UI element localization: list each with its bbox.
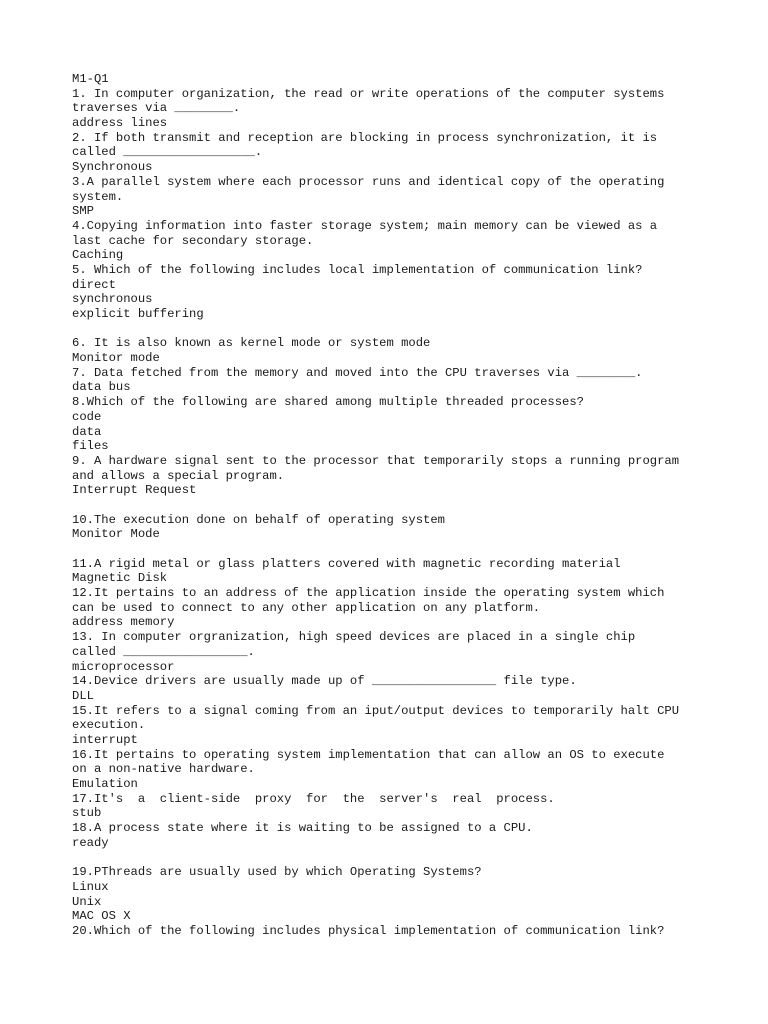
- doc-line: [72, 542, 712, 557]
- doc-line: SMP: [72, 204, 94, 219]
- doc-line: 14.Device drivers are usually made up of _________________ file type.: [72, 674, 577, 689]
- doc-line: M1-Q1: [72, 72, 109, 86]
- doc-line: 9. A hardware signal sent to the processor that temporarily stops a running program: [72, 453, 680, 468]
- doc-line: 2. If both transmit and reception are blocking in process synchronization, it is: [72, 130, 658, 145]
- doc-line: address memory: [72, 615, 175, 630]
- doc-line: called __________________.: [72, 145, 263, 160]
- doc-line: explicit buffering: [72, 307, 204, 321]
- doc-line: traverses via ________.: [72, 101, 241, 116]
- doc-line: microprocessor: [72, 659, 175, 674]
- doc-line: 6. It is also known as kernel mode or system mode: [72, 336, 431, 351]
- doc-line: 17.It's a client-side proxy for the server's real process.: [72, 791, 555, 806]
- document-page: [72, 72, 712, 939]
- doc-line: code: [72, 409, 102, 424]
- doc-line: called _________________.: [72, 644, 255, 659]
- doc-line: 19.PThreads are usually used by which Operating Systems?: [72, 865, 482, 880]
- doc-line: Interrupt Request: [72, 483, 197, 498]
- doc-line: 20.Which of the following includes physical implementation of communication link?: [72, 923, 665, 938]
- doc-line: Unix: [72, 894, 102, 909]
- doc-line: stub: [72, 806, 102, 821]
- doc-line: 18.A process state where it is waiting to be assigned to a CPU.: [72, 821, 533, 836]
- doc-line: data bus: [72, 380, 131, 395]
- doc-line: address lines: [72, 116, 168, 131]
- doc-line: Emulation: [72, 777, 138, 791]
- doc-line: execution.: [72, 718, 146, 733]
- doc-line: on a non-native hardware.: [72, 762, 255, 777]
- doc-line: can be used to connect to any other application on any platform.: [72, 600, 541, 615]
- doc-line: [72, 498, 712, 513]
- doc-line: Caching: [72, 248, 124, 263]
- doc-line: ready: [72, 835, 109, 850]
- doc-line: Synchronous: [72, 160, 153, 175]
- doc-line: synchronous: [72, 292, 153, 307]
- doc-line: interrupt: [72, 732, 138, 747]
- doc-line: 15.It refers to a signal coming from an iput/output devices to temporarily halt CPU: [72, 703, 680, 718]
- doc-line: [72, 322, 712, 337]
- doc-line: 8.Which of the following are shared among multiple threaded processes?: [72, 395, 584, 410]
- doc-line: 7. Data fetched from the memory and moved into the CPU traverses via ________.: [72, 365, 643, 380]
- doc-line: 12.It pertains to an address of the application inside the operating system which: [72, 586, 665, 601]
- doc-line: direct: [72, 277, 116, 292]
- doc-line: 13. In computer orgranization, high speed devices are placed in a single chip: [72, 630, 636, 645]
- doc-line: last cache for secondary storage.: [72, 233, 314, 248]
- doc-line: Monitor Mode: [72, 527, 160, 542]
- doc-line: 1. In computer organization, the read or write operations of the computer systems: [72, 86, 665, 101]
- doc-line: 16.It pertains to operating system implementation that can allow an OS to execute: [72, 747, 665, 762]
- doc-line: data: [72, 424, 102, 439]
- doc-line: Linux: [72, 879, 109, 894]
- doc-line: 3.A parallel system where each processor runs and identical copy of the operating: [72, 174, 665, 189]
- doc-line: files: [72, 439, 109, 454]
- doc-line: system.: [72, 189, 124, 204]
- doc-line: MAC OS X: [72, 909, 131, 924]
- doc-line: Magnetic Disk: [72, 571, 168, 586]
- doc-line: [72, 850, 712, 865]
- doc-line: Monitor mode: [72, 351, 160, 366]
- doc-line: and allows a special program.: [72, 468, 285, 483]
- doc-line: 11.A rigid metal or glass platters covered with magnetic recording material: [72, 556, 621, 571]
- doc-line: 5. Which of the following includes local implementation of communication link?: [72, 262, 643, 277]
- doc-line: DLL: [72, 688, 94, 703]
- doc-line: 4.Copying information into faster storage system; main memory can be viewed as a: [72, 218, 658, 233]
- doc-line: 10.The execution done on behalf of operating system: [72, 512, 445, 527]
